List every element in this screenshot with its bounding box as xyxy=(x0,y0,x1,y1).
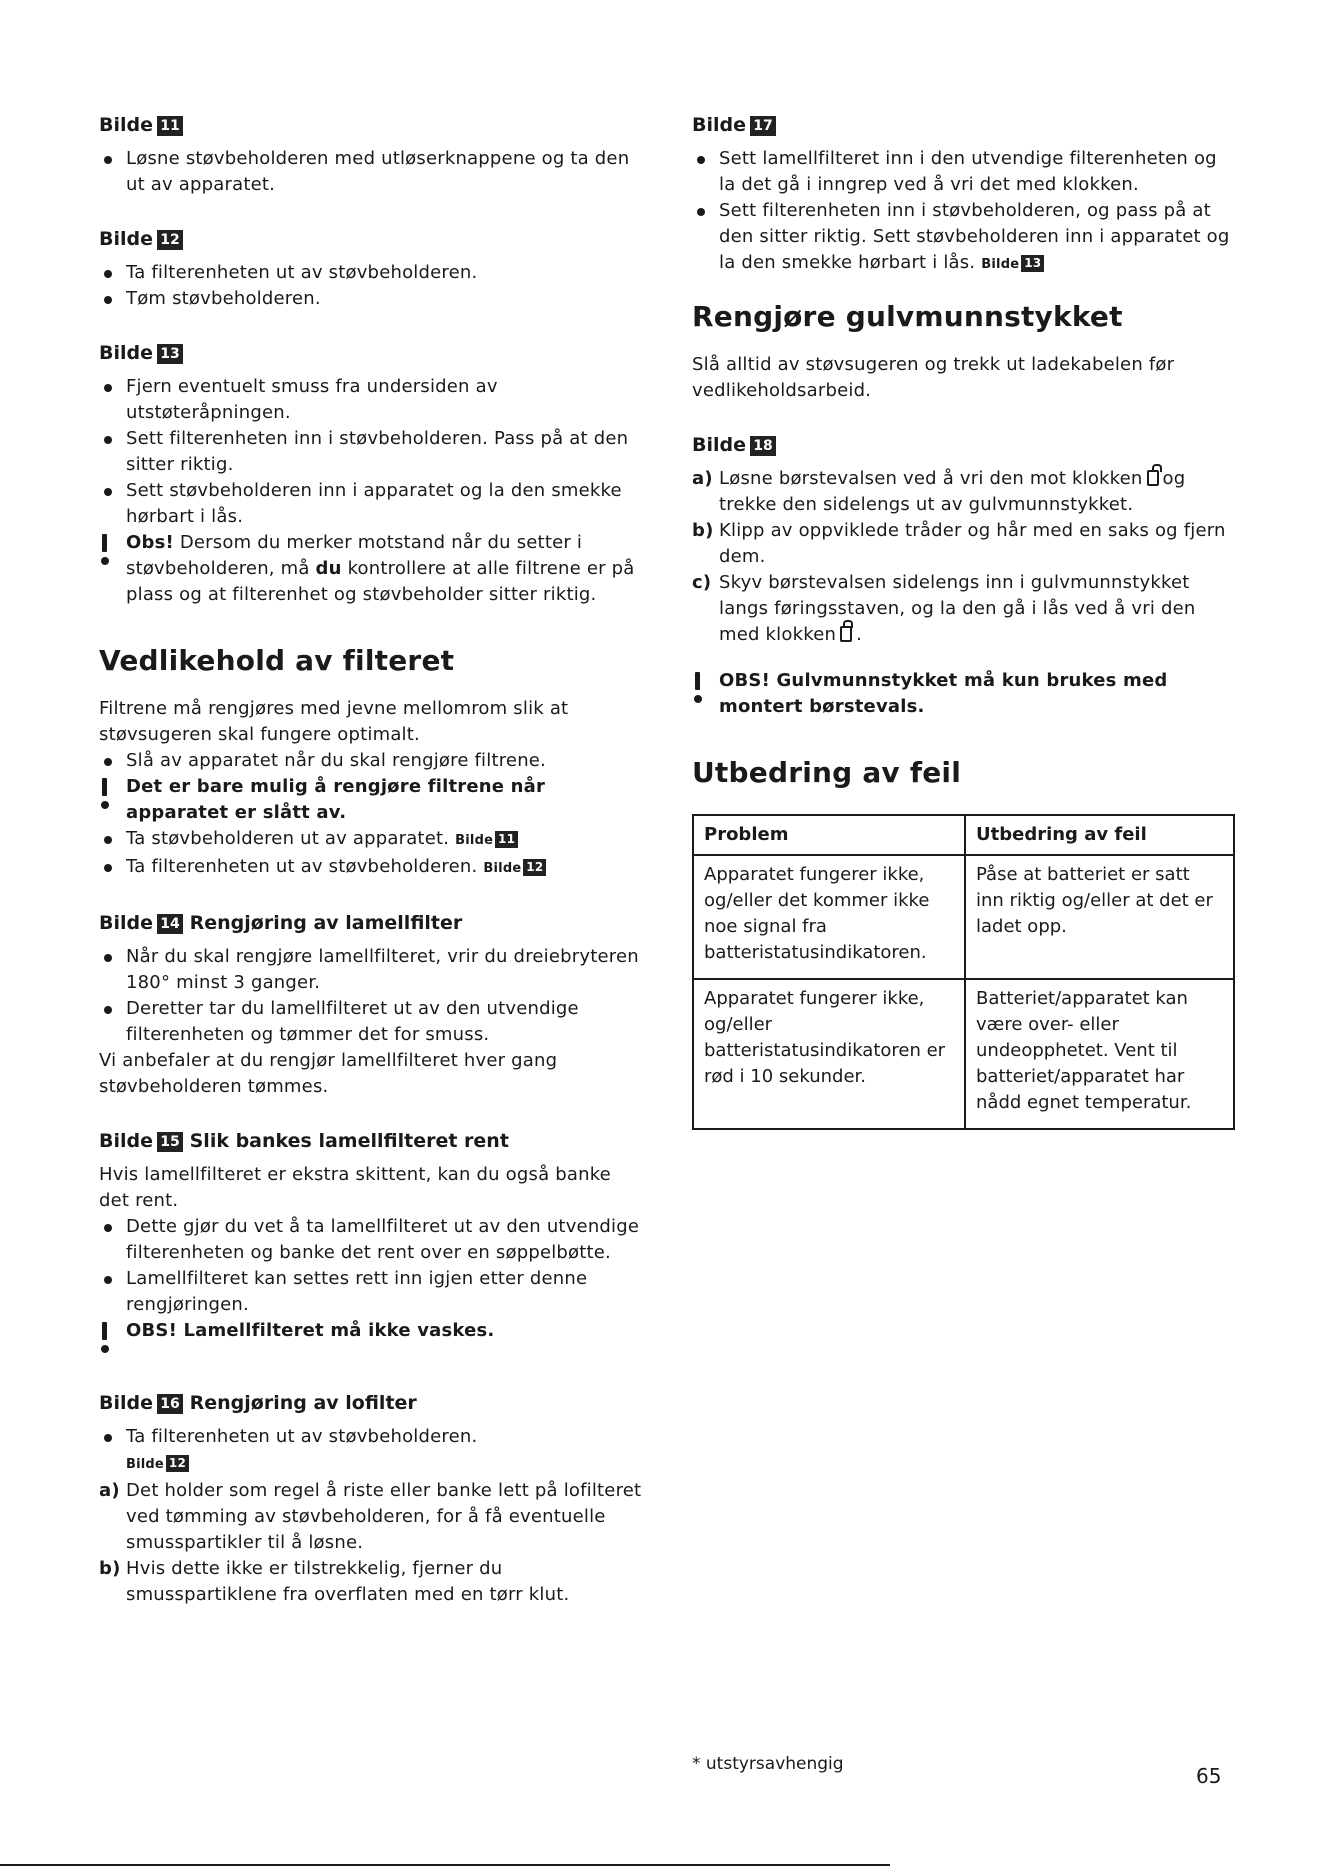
bullet-item: Når du skal rengjøre lamellfilteret, vrir du dreiebryteren 180° minst 3 ganger. xyxy=(99,944,644,996)
figure-badge: 12 xyxy=(157,230,183,250)
figure-badge: 15 xyxy=(157,1132,183,1152)
warning-note: Det er bare mulig å rengjøre filtrene når apparatet er slått av. xyxy=(99,774,644,826)
figure-badge: 13 xyxy=(157,344,183,364)
table-cell: Batteriet/apparatet kan være over- eller undeopphetet. Vent til batteriet/apparatet har nådd egnet temperatur. xyxy=(965,979,1234,1129)
bullet-item: Tøm støvbeholderen. xyxy=(99,286,644,312)
figure-reference: Bilde 12 xyxy=(483,861,546,876)
figure-heading: Bilde 18 xyxy=(692,432,1237,458)
page-number: 65 xyxy=(1196,1764,1222,1788)
step-item: c) Skyv børstevalsen sidelengs inn i gulvmunnstykket langs føringsstaven, og la den gå i lås ved å vri den med klokken . xyxy=(692,572,1196,645)
figure-badge: 14 xyxy=(157,914,183,934)
exclamation-icon xyxy=(694,672,702,703)
section-heading: Utbedring av feil xyxy=(692,756,961,789)
figure-heading: Bilde 15 Slik bankes lamellfilteret rent xyxy=(99,1130,509,1152)
bullet-item: Ta filterenheten ut av støvbeholderen. Bilde 12 xyxy=(99,854,644,882)
section-heading: Vedlikehold av filteret xyxy=(99,644,455,677)
exclamation-icon xyxy=(101,778,109,809)
step-item: b) Klipp av oppviklede tråder og hår med en saks og fjern dem. xyxy=(692,520,1226,567)
warning-note: OBS! Gulvmunnstykket må kun brukes med montert børstevals. xyxy=(692,668,1237,720)
table-cell: Apparatet fungerer ikke, og/eller batteristatusindikatoren er rød i 10 sekunder. xyxy=(693,979,965,1129)
bullet-item: Ta filterenheten ut av støvbeholderen. xyxy=(99,1424,644,1450)
lock-icon xyxy=(840,626,852,642)
bullet-item: Ta støvbeholderen ut av apparatet. Bilde 11 xyxy=(99,826,644,854)
bullet-item: Slå av apparatet når du skal rengjøre filtrene. xyxy=(99,748,644,774)
bullet-item: Lamellfilteret kan settes rett inn igjen etter denne rengjøringen. xyxy=(99,1266,644,1318)
footnote: * utstyrsavhengig xyxy=(692,1754,844,1774)
warning-note: Obs! Dersom du merker motstand når du setter i støvbeholderen, må du kontrollere at alle filtrene er på plass og at filterenhet og støvbeholder sitter riktig. xyxy=(99,530,644,608)
figure-badge: 12 xyxy=(523,859,546,876)
bullet-item: Deretter tar du lamellfilteret ut av den utvendige filterenheten og tømmer det for smuss. xyxy=(99,996,644,1048)
figure-badge: 12 xyxy=(166,1455,189,1472)
figure-heading: Bilde 14 Rengjøring av lamellfilter xyxy=(99,912,463,934)
figure-badge: 16 xyxy=(157,1394,183,1414)
table-cell: Apparatet fungerer ikke, og/eller det kommer ikke noe signal fra batteristatusindikatoren. xyxy=(693,855,965,979)
table-header-row xyxy=(693,815,1234,855)
figure-heading: Bilde 12 xyxy=(99,226,644,252)
bullet-item: Fjern eventuelt smuss fra undersiden av utstøteråpningen. xyxy=(99,374,644,426)
figure-badge: 13 xyxy=(1021,255,1044,272)
figure-badge: 11 xyxy=(157,116,183,136)
paragraph: Hvis lamellfilteret er ekstra skittent, kan du også banke det rent. xyxy=(99,1164,611,1211)
figure-heading: Bilde 17 xyxy=(692,112,1237,138)
bullet-item: Sett filterenheten inn i støvbeholderen. Pass på at den sitter riktig. xyxy=(99,426,644,478)
figure-reference: Bilde 12 xyxy=(99,1450,644,1478)
paragraph: Slå alltid av støvsugeren og trekk ut ladekabelen før vedlikeholdsarbeid. xyxy=(692,354,1175,401)
bullet-item: Sett filterenheten inn i støvbeholderen, og pass på at den sitter riktig. Sett støvbeholderen inn i apparatet og la den smekke hørbart i lås. Bilde 13 xyxy=(692,198,1237,278)
left-column xyxy=(99,112,644,1608)
figure-reference: Bilde 13 xyxy=(981,257,1044,272)
paragraph: Vi anbefaler at du rengjør lamellfilteret hver gang støvbeholderen tømmes. xyxy=(99,1050,558,1097)
exclamation-icon xyxy=(101,1322,109,1353)
table-header: Problem xyxy=(693,815,965,855)
figure-reference: Bilde 11 xyxy=(455,833,518,848)
bullet-item: Sett lamellfilteret inn i den utvendige filterenheten og la det gå i inngrep ved å vri det med klokken. xyxy=(692,146,1237,198)
figure-heading: Bilde 13 xyxy=(99,340,644,366)
step-item: a) Løsne børstevalsen ved å vri den mot klokken og trekke den sidelengs ut av gulvmunnstykket. xyxy=(692,468,1186,515)
figure-heading: Bilde 16 Rengjøring av lofilter xyxy=(99,1392,417,1414)
bullet-item: Sett støvbeholderen inn i apparatet og la den smekke hørbart i lås. xyxy=(99,478,644,530)
bullet-item: Løsne støvbeholderen med utløserknappene og ta den ut av apparatet. xyxy=(99,146,644,198)
bottom-rule xyxy=(0,1864,890,1866)
figure-badge: 18 xyxy=(750,436,776,456)
section-heading: Rengjøre gulvmunnstykket xyxy=(692,300,1123,333)
table-row xyxy=(693,855,1234,979)
bullet-item: Ta filterenheten ut av støvbeholderen. xyxy=(99,260,644,286)
right-column xyxy=(692,112,1237,1130)
step-item: b) Hvis dette ikke er tilstrekkelig, fjerner du smusspartiklene fra overflaten med en tørr klut. xyxy=(99,1558,570,1605)
table-header: Utbedring av feil xyxy=(965,815,1234,855)
table-row xyxy=(693,979,1234,1129)
paragraph: Filtrene må rengjøres med jevne mellomrom slik at støvsugeren skal fungere optimalt. xyxy=(99,698,569,745)
bullet-item: Dette gjør du vet å ta lamellfilteret ut av den utvendige filterenheten og banke det rent over en søppelbøtte. xyxy=(99,1214,644,1266)
unlock-icon xyxy=(1147,470,1159,486)
figure-heading: Bilde 11 xyxy=(99,112,644,138)
step-item: a) Det holder som regel å riste eller banke lett på lofilteret ved tømming av støvbeholderen, for å få eventuelle smusspartikler til å løsne. xyxy=(99,1480,642,1553)
table-cell: Påse at batteriet er satt inn riktig og/eller at det er ladet opp. xyxy=(965,855,1234,979)
troubleshooting-table xyxy=(692,814,1235,1130)
figure-badge: 11 xyxy=(495,831,518,848)
figure-badge: 17 xyxy=(750,116,776,136)
warning-note: OBS! Lamellfilteret må ikke vaskes. xyxy=(99,1318,644,1368)
exclamation-icon xyxy=(101,534,109,565)
